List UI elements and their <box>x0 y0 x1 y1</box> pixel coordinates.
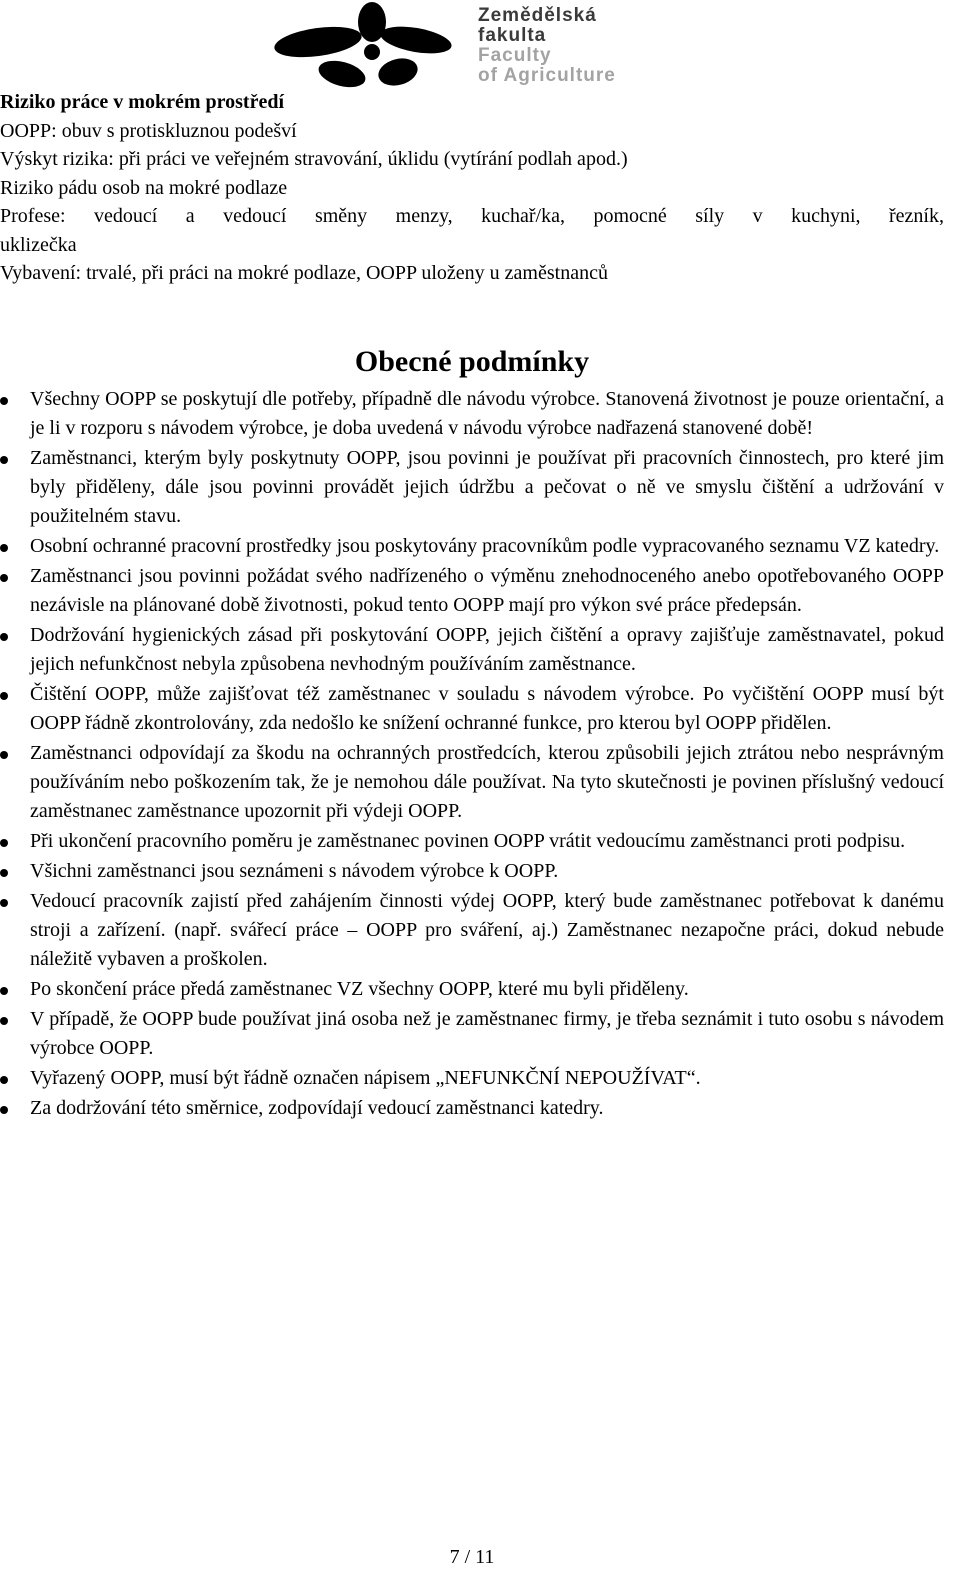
intro-line: Profese: vedoucí a vedoucí směny menzy, kuchař/ka, pomocné síly v kuchyni, řezník, <box>0 205 944 227</box>
list-item-text: V případě, že OOPP bude používat jiná osoba než je zaměstnanec firmy, je třeba seznámit i tuto osobu s návodem výrobce OOPP. <box>30 1008 944 1059</box>
bullet-icon <box>0 397 8 405</box>
list-item-text: Zaměstnanci, kterým byly poskytnuty OOPP, jsou povinni je používat při pracovních činnostech, pro které jim byly přiděleny, dále jsou povinni provádět jejich údržbu a pečovat o ně ve smyslu čištění a udržování v použitelném stavu. <box>30 447 944 527</box>
flower-logo-icon <box>272 2 472 88</box>
list-item <box>0 562 944 620</box>
faculty-logo <box>272 2 692 88</box>
intro-line: Riziko pádu osob na mokré podlaze <box>0 176 288 199</box>
list-item-text: Všichni zaměstnanci jsou seznámeni s návodem výrobce k OOPP. <box>30 860 559 882</box>
list-item-text: Vedoucí pracovník zajistí před zahájením činnosti výdej OOPP, který bude zaměstnanec potřebovat k danému stroji a zařízení. (např. svářecí práce – OOPP pro sváření, aj.) Zaměstnanec nezapočne práci, dokud nebude náležitě vybaven a proškolen. <box>30 890 944 970</box>
intro-heading: Riziko práce v mokrém prostředí <box>0 91 285 113</box>
list-item <box>0 532 944 561</box>
bullet-icon <box>0 456 8 464</box>
bullet-icon <box>0 1076 8 1084</box>
bullet-icon <box>0 692 8 700</box>
section-title: Obecné podmínky <box>354 345 590 378</box>
list-item <box>0 1064 944 1093</box>
list-item <box>0 887 944 974</box>
list-item-text: Za dodržování této směrnice, zodpovídají vedoucí zaměstnanci katedry. <box>30 1097 604 1119</box>
intro-line: OOPP: obuv s protiskluznou podešví <box>0 119 297 142</box>
intro-line: Vybavení: trvalé, při práci na mokré podlaze, OOPP uloženy u zaměstnanců <box>0 262 608 284</box>
list-item-text: Zaměstnanci jsou povinni požádat svého nadřízeného o výměnu znehodnoceného anebo opotřebovaného OOPP nezávisle na plánované době životnosti, pokud tento OOPP mají pro výkon své práce předepsán. <box>30 565 944 616</box>
logo-text <box>478 6 616 86</box>
bullet-icon <box>0 839 8 847</box>
logo-line: Faculty <box>478 45 552 66</box>
logo-line: fakulta <box>478 25 547 46</box>
list-item-text: Při ukončení pracovního poměru je zaměstnanec povinen OOPP vrátit vedoucímu zaměstnanci proti podpisu. <box>30 830 906 852</box>
bullet-icon <box>0 869 8 877</box>
list-item <box>0 827 944 856</box>
list-item-text: Po skončení práce předá zaměstnanec VZ všechny OOPP, které mu byli přiděleny. <box>30 978 689 1000</box>
list-item <box>0 680 944 738</box>
bullet-icon <box>0 987 8 995</box>
list-item-text: Osobní ochranné pracovní prostředky jsou poskytovány pracovníkům podle vypracovaného seznamu VZ katedry. <box>30 535 940 557</box>
list-item-text: Čištění OOPP, může zajišťovat též zaměstnanec v souladu s návodem výrobce. Po vyčištění OOPP musí být OOPP řádně zkontrolovány, zda nedošlo ke snížení ochranné funkce, pro kterou byl OOPP přidělen. <box>30 683 944 734</box>
list-item <box>0 857 944 886</box>
intro-line: uklizečka <box>0 233 77 256</box>
page-number: 7 / 11 <box>449 1546 495 1568</box>
bullet-icon <box>0 1106 8 1114</box>
list-item <box>0 1094 944 1123</box>
list-item <box>0 739 944 826</box>
bullet-icon <box>0 1017 8 1025</box>
list-item-text: Všechny OOPP se poskytují dle potřeby, případně dle návodu výrobce. Stanovená životnost je pouze orientační, a je li v rozporu s návodem výrobce, je doba uvedená v návodu výrobce nadřazená stanovené době! <box>30 388 944 439</box>
intro-line: Výskyt rizika: při práci ve veřejném stravování, úklidu (vytírání podlah apod.) <box>0 148 628 170</box>
bullet-icon <box>0 751 8 759</box>
list-item-text: Zaměstnanci odpovídají za škodu na ochranných prostředcích, kterou způsobili jejich ztrátou nebo nesprávným používáním nebo poškozením tak, že je nemohou dále používat. Na tyto skutečnosti je povinen příslušný vedoucí zaměstnanec zaměstnance upozornit při výdeji OOPP. <box>30 742 944 822</box>
conditions-list <box>0 385 944 1124</box>
logo-line: of Agriculture <box>478 65 616 86</box>
list-item <box>0 975 944 1004</box>
list-item <box>0 444 944 531</box>
bullet-icon <box>0 544 8 552</box>
bullet-icon <box>0 574 8 582</box>
list-item <box>0 621 944 679</box>
list-item-text: Dodržování hygienických zásad při poskytování OOPP, jejich čištění a opravy zajišťuje zaměstnavatel, pokud jejich nefunkčnost nebyla způsobena nevhodným používáním zaměstnance. <box>30 624 944 675</box>
bullet-icon <box>0 633 8 641</box>
list-item <box>0 1005 944 1063</box>
logo-line: Zemědělská <box>478 5 597 26</box>
intro-block <box>0 88 944 288</box>
list-item-text: Vyřazený OOPP, musí být řádně označen nápisem „NEFUNKČNÍ NEPOUŽÍVAT“. <box>30 1067 701 1089</box>
bullet-icon <box>0 899 8 907</box>
list-item <box>0 385 944 443</box>
